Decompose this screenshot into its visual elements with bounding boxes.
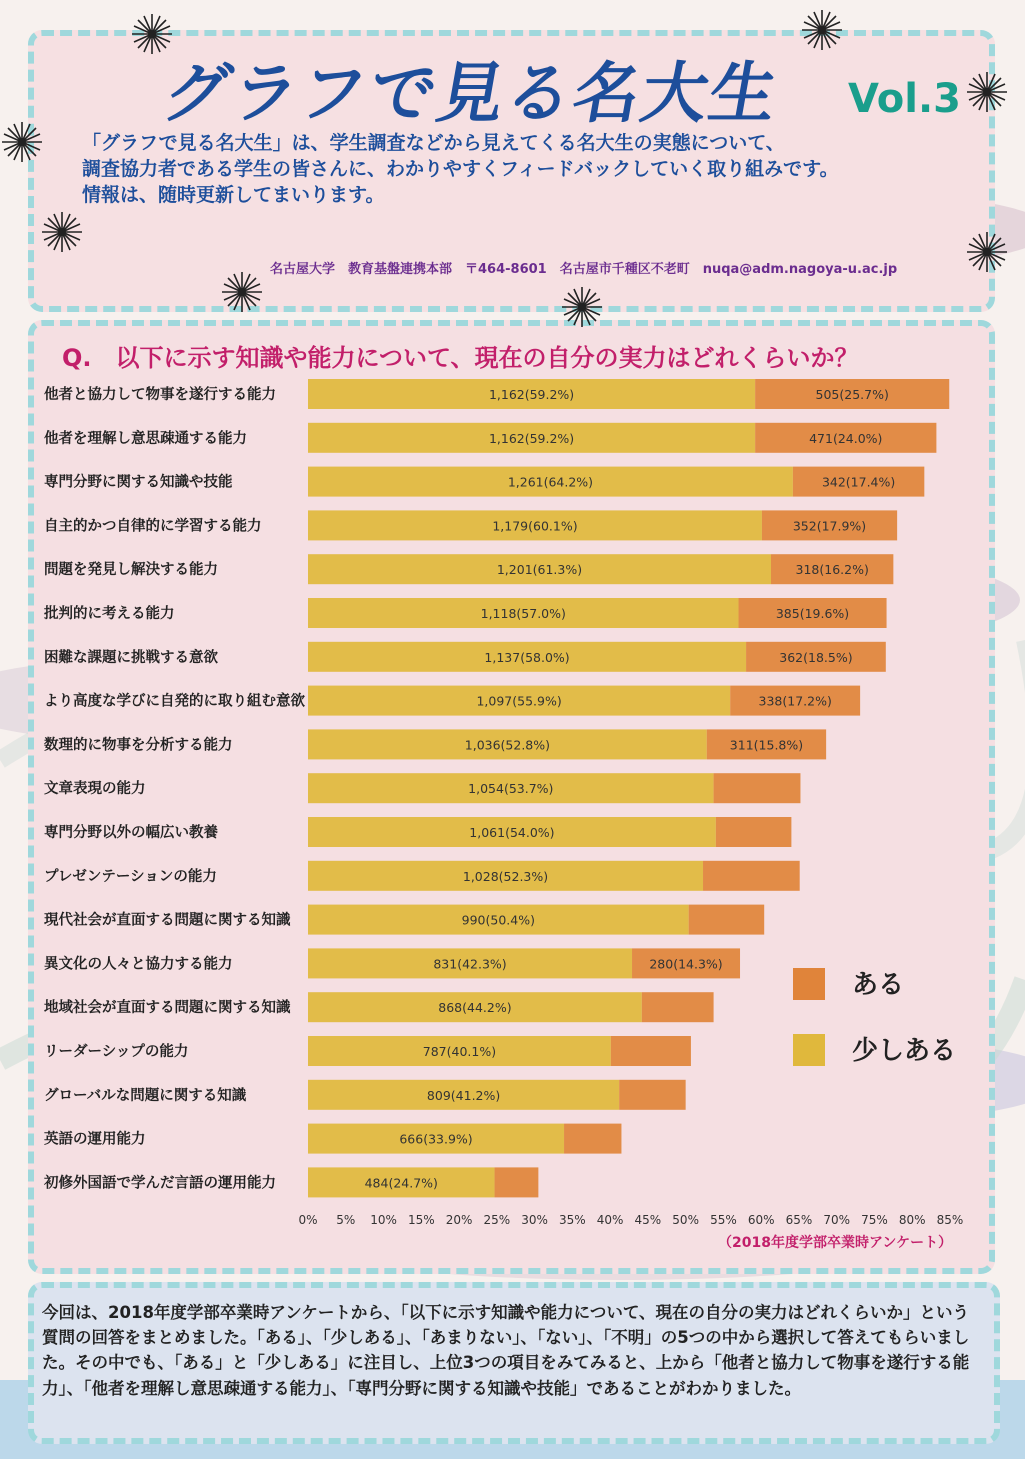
category-label: 困難な課題に挑戦する意欲 bbox=[44, 649, 218, 666]
x-tick-label: 65% bbox=[785, 1213, 813, 1227]
data-label: 787(40.1%) bbox=[422, 1044, 497, 1059]
data-label: 1,162(59.2%) bbox=[488, 430, 575, 446]
category-label: 地域社会が直面する問題に関する知識 bbox=[44, 1000, 291, 1017]
x-tick-label: 25% bbox=[483, 1213, 511, 1227]
data-label: 352(17.9%) bbox=[792, 518, 867, 534]
data-label: 990(50.4%) bbox=[461, 912, 535, 928]
page-title: グラフで見る名大生 bbox=[157, 55, 785, 132]
data-label: 1,118(57.0%) bbox=[480, 606, 566, 621]
intro-line: 調査協力者である学生の皆さんに、わかりやすくフィードバックしていく取り組みです。 bbox=[82, 158, 839, 181]
data-label: 1,097(55.9%) bbox=[476, 693, 562, 709]
category-label: 初修外国語で学んだ言語の運用能力 bbox=[44, 1175, 276, 1192]
data-label: 1,201(61.3%) bbox=[496, 562, 583, 578]
x-tick-label: 85% bbox=[936, 1213, 964, 1227]
legend-label: 少しある bbox=[852, 1036, 957, 1066]
data-label: 1,061(54.0%) bbox=[469, 825, 555, 840]
x-tick-label: 70% bbox=[823, 1213, 851, 1227]
x-tick-label: 5% bbox=[336, 1213, 356, 1227]
category-label: 他者を理解し意思疎通する能力 bbox=[44, 430, 247, 447]
bar-segment bbox=[689, 905, 765, 935]
category-label: 問題を発見し解決する能力 bbox=[44, 562, 218, 579]
category-label: 現代社会が直面する問題に関する知識 bbox=[44, 912, 291, 929]
bar-segment bbox=[611, 1036, 691, 1066]
x-tick-label: 50% bbox=[672, 1213, 699, 1227]
volume-label: Vol.3 bbox=[848, 76, 961, 122]
data-label: 1,179(60.1%) bbox=[492, 518, 578, 534]
category-label: 専門分野に関する知識や技能 bbox=[44, 474, 233, 491]
bar-segment bbox=[714, 773, 801, 803]
category-label: 他者と協力して物事を遂行する能力 bbox=[44, 387, 276, 403]
chart-question: Q. 以下に示す知識や能力について、現在の自分の実力はどれくらいか？ bbox=[62, 344, 859, 372]
data-label: 1,162(59.2%) bbox=[488, 387, 575, 402]
x-tick-label: 75% bbox=[861, 1213, 888, 1227]
x-tick-label: 60% bbox=[747, 1213, 775, 1227]
data-label: 311(15.8%) bbox=[729, 737, 804, 753]
data-label: 484(24.7%) bbox=[364, 1175, 438, 1191]
data-label: 338(17.2%) bbox=[758, 693, 832, 709]
bar-segment bbox=[495, 1167, 539, 1197]
data-label: 868(44.2%) bbox=[438, 1000, 512, 1016]
legend-swatch bbox=[793, 968, 825, 1000]
data-label: 1,028(52.3%) bbox=[462, 868, 549, 884]
bar-segment bbox=[716, 817, 792, 847]
category-label: 文章表現の能力 bbox=[44, 781, 146, 798]
bar-segment bbox=[642, 992, 714, 1022]
x-tick-label: 30% bbox=[521, 1213, 548, 1227]
data-label: 1,137(58.0%) bbox=[484, 649, 570, 665]
category-label: グローバルな問題に関する知識 bbox=[44, 1087, 247, 1104]
x-tick-label: 45% bbox=[634, 1213, 662, 1227]
legend-label: ある bbox=[852, 970, 905, 1000]
data-label: 1,054(53.7%) bbox=[468, 781, 554, 797]
x-tick-label: 10% bbox=[370, 1213, 397, 1227]
data-label: 505(25.7%) bbox=[815, 387, 889, 402]
category-label: 批判的に考える能力 bbox=[44, 606, 175, 622]
data-label: 318(16.2%) bbox=[795, 562, 869, 578]
summary-text: 今回は、2018年度学部卒業時アンケートから、「以下に示す知識や能力について、現在の自分の実力はどれくらいか」という質問の回答をまとめました。「ある」、「少しある」、「あまりない」、「ない」、「不明」の5つの中から選択して答えてもらいました。その中でも、「ある」と「少しある」に注目し、上位3つの項目をみてみると、上から「他者と協力して物事を遂行する能力」、「他者を理解し意思疎通する能力」、「専門分野に関する知識や技能」であることがわかりました。 bbox=[42, 1303, 970, 1398]
category-label: 専門分野以外の幅広い教養 bbox=[44, 825, 218, 841]
contact-info: 名古屋大学 教育基盤連携本部 〒464-8601 名古屋市千種区不老町 nuqa@adm.nagoya-u.ac.jp bbox=[270, 262, 898, 277]
x-tick-label: 0% bbox=[298, 1213, 318, 1227]
data-label: 831(42.3%) bbox=[433, 956, 507, 972]
x-tick-label: 40% bbox=[596, 1213, 624, 1227]
category-label: 異文化の人々と協力する能力 bbox=[44, 956, 233, 973]
intro-line: 「グラフで見る名大生」は、学生調査などから見えてくる名大生の実態について、 bbox=[82, 132, 785, 154]
x-tick-label: 35% bbox=[559, 1213, 586, 1227]
data-label: 342(17.4%) bbox=[821, 474, 896, 490]
category-label: プレゼンテーションの能力 bbox=[44, 868, 217, 885]
data-label: 809(41.2%) bbox=[426, 1087, 501, 1103]
data-label: 471(24.0%) bbox=[809, 430, 883, 446]
bar-segment bbox=[564, 1124, 621, 1154]
survey-source-note: （2018年度学部卒業時アンケート） bbox=[718, 1235, 953, 1251]
intro-line: 情報は、随時更新してまいります。 bbox=[82, 184, 385, 207]
category-label: 英語の運用能力 bbox=[44, 1131, 146, 1148]
bar-segment bbox=[703, 861, 800, 891]
category-label: 自主的かつ自律的に学習する能力 bbox=[44, 518, 262, 535]
data-label: 1,036(52.8%) bbox=[464, 737, 551, 753]
x-tick-label: 20% bbox=[445, 1213, 473, 1227]
x-tick-label: 15% bbox=[407, 1213, 435, 1227]
data-label: 1,261(64.2%) bbox=[507, 474, 594, 490]
data-label: 666(33.9%) bbox=[399, 1131, 473, 1147]
legend-swatch bbox=[793, 1034, 825, 1066]
x-tick-label: 55% bbox=[710, 1213, 737, 1227]
category-label: 数理的に物事を分析する能力 bbox=[44, 737, 233, 754]
category-label: リーダーシップの能力 bbox=[44, 1044, 189, 1060]
data-label: 280(14.3%) bbox=[649, 956, 723, 972]
category-label: より高度な学びに自発的に取り組む意欲 bbox=[44, 693, 305, 710]
data-label: 362(18.5%) bbox=[779, 649, 853, 665]
x-tick-label: 80% bbox=[898, 1213, 926, 1227]
data-label: 385(19.6%) bbox=[775, 606, 850, 621]
bar-segment bbox=[619, 1080, 685, 1110]
